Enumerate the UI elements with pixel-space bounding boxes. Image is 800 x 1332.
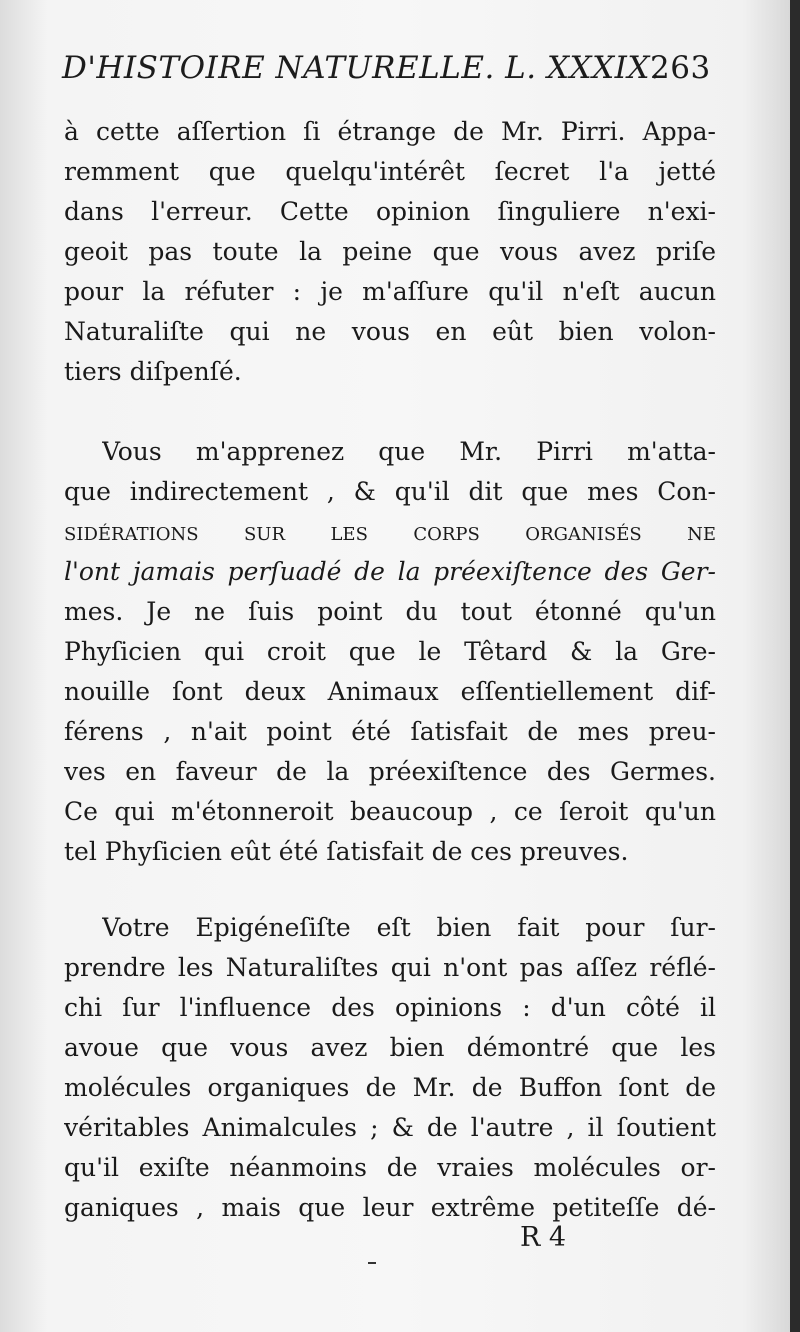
text-line: molécules organiques de Mr. de Buffon ſont de [64, 1073, 716, 1102]
text-line: geoit pas toute la peine que vous avez priſe [64, 237, 716, 266]
text-line: tel Phyſicien eût été ſatisfait de ces preuves. [64, 837, 629, 866]
text-line: avoue que vous avez bien démontré que les [64, 1033, 716, 1062]
text-line: nouille ſont deux Animaux eſſentiellement dif- [64, 677, 716, 706]
text-line: Vous m'apprenez que Mr. Pirri m'atta- [102, 437, 716, 466]
text-line: remment que quelqu'intérêt ſecret l'a jetté [64, 157, 716, 186]
text-line: ves en faveur de la préexiſtence des Germes. [64, 757, 716, 786]
text-line: mes. Je ne ſuis point du tout étonné qu'un [64, 597, 716, 626]
text-line: ganiques , mais que leur extrême petiteſſe dé- [64, 1193, 716, 1222]
text-line: véritables Animalcules ; & de l'autre , il ſoutient [64, 1113, 716, 1142]
running-title: D'HISTOIRE NATURELLE. L. XXXIX. [62, 50, 661, 86]
running-header [62, 50, 800, 86]
text-line: chi ſur l'influence des opinions : d'un côté il [64, 993, 716, 1022]
text-line: à cette aſſertion ſi étrange de Mr. Pirri. Appa- [64, 117, 716, 146]
printer-mark [368, 1262, 376, 1264]
text-line: Phyſicien qui croit que le Têtard & la Gre- [64, 637, 716, 666]
text-line: tiers diſpenſé. [64, 357, 242, 386]
text-line: que indirectement , & qu'il dit que mes Con- [64, 477, 716, 506]
page-edge-shadow [790, 0, 800, 1332]
page-number: 263 [650, 50, 711, 86]
text-line: prendre les Naturaliſtes qui n'ont pas aſſez réflé- [64, 953, 716, 982]
text-line: dans l'erreur. Cette opinion ſinguliere n'exi- [64, 197, 716, 226]
text-line: l'ont jamais perſuadé de la préexiſtence des Ger- [64, 557, 716, 586]
text-line: pour la réfuter : je m'aſſure qu'il n'eſt aucun [64, 277, 716, 306]
text-line: qu'il exiſte néanmoins de vraies molécules or- [64, 1153, 716, 1182]
signature-mark: R 4 [520, 1222, 567, 1253]
text-line: Votre Epigéneſiſte eſt bien fait pour ſur- [102, 913, 716, 942]
text-line: sidérations sur les corps organisés ne [64, 517, 716, 546]
text-line: férens , n'ait point été ſatisfait de mes preu- [64, 717, 716, 746]
text-line: Ce qui m'étonneroit beaucoup , ce ſeroit qu'un [64, 797, 716, 826]
text-line: Naturaliſte qui ne vous en eût bien volon- [64, 317, 716, 346]
